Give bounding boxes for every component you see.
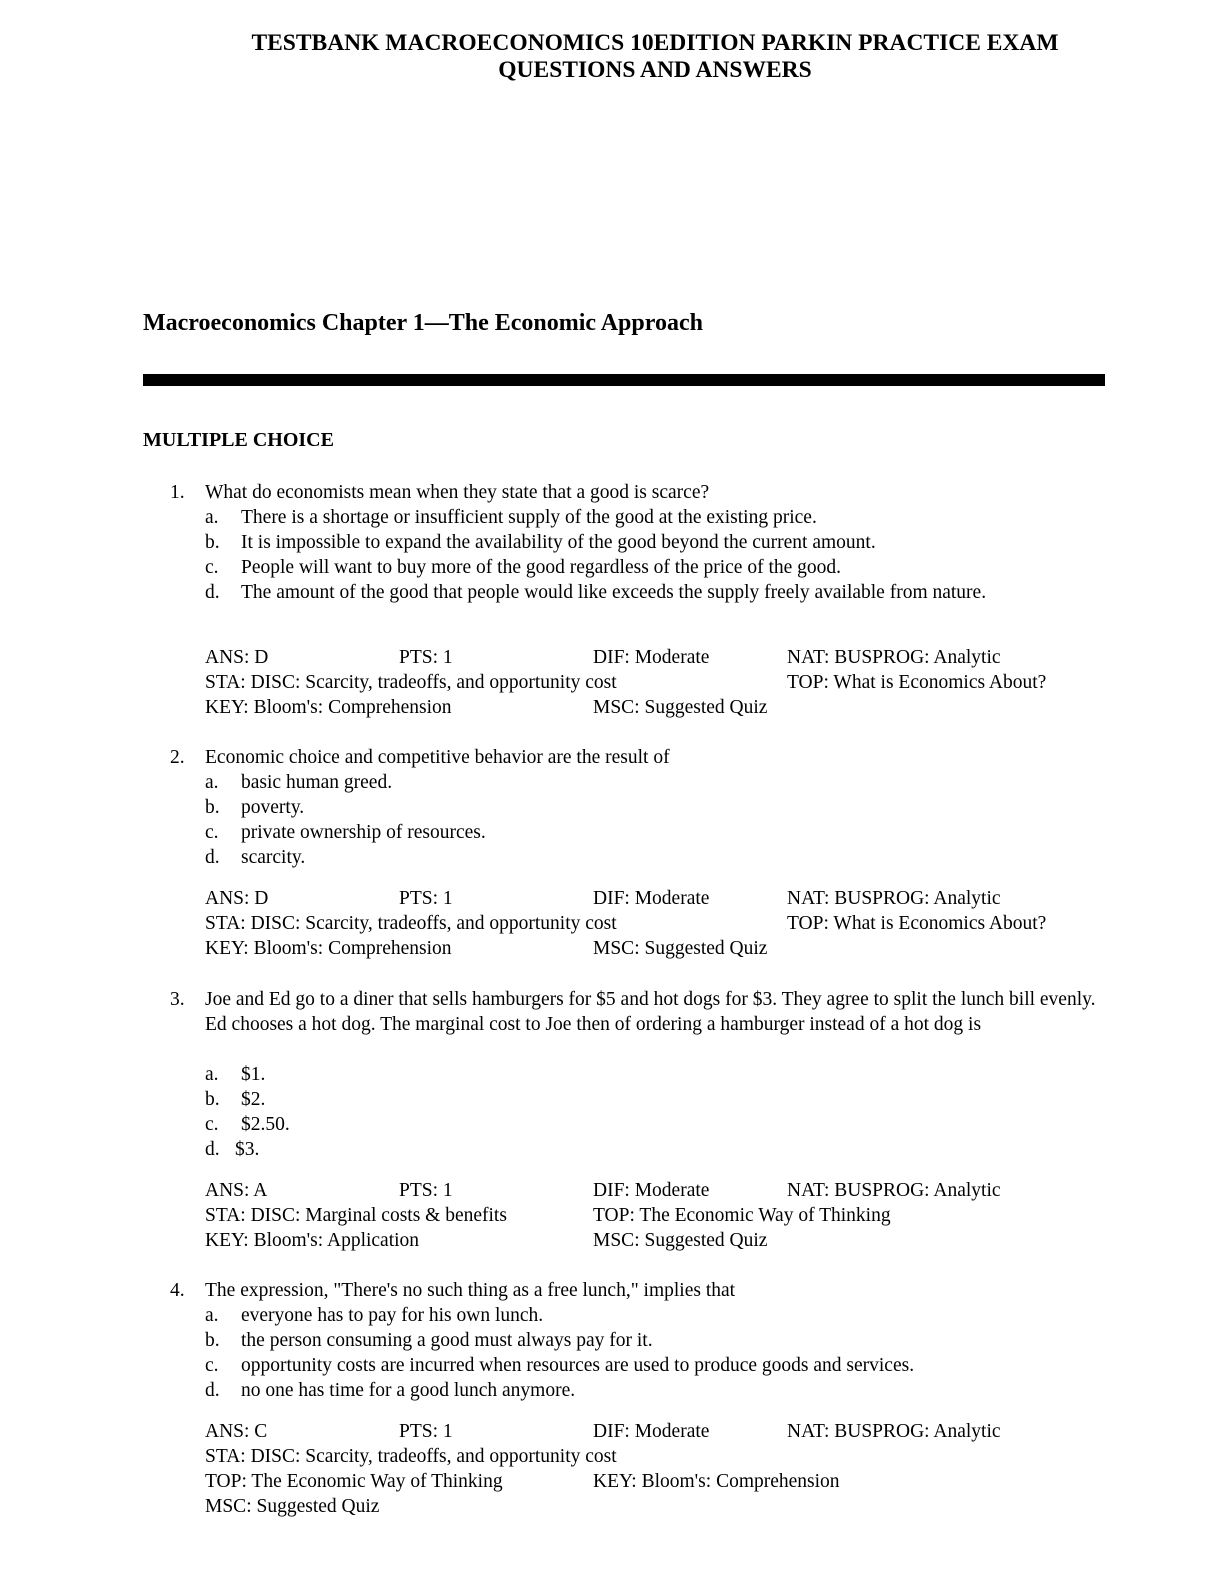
question-number: 2.: [170, 747, 185, 768]
document-header: [140, 30, 1170, 84]
state-standard: STA: DISC: Scarcity, tradeoffs, and opportunity cost: [205, 672, 617, 693]
option-d: [205, 1378, 576, 1403]
option-d: [205, 580, 987, 605]
option-c: [205, 1353, 915, 1378]
points: PTS: 1: [399, 888, 453, 909]
option-text: poverty.: [241, 797, 305, 818]
question-stem: The expression, "There's no such thing as a free lunch," implies that: [205, 1280, 736, 1301]
option-a: [205, 1303, 544, 1328]
question-number: 3.: [170, 989, 185, 1010]
option-letter: b.: [205, 1330, 220, 1351]
option-letter: d.: [205, 1139, 220, 1160]
misc: MSC: Suggested Quiz: [593, 697, 768, 718]
option-text: no one has time for a good lunch anymore.: [241, 1380, 576, 1401]
difficulty: DIF: Moderate: [593, 647, 710, 668]
points: PTS: 1: [399, 1180, 453, 1201]
option-text: private ownership of resources.: [241, 822, 486, 843]
points: PTS: 1: [399, 647, 453, 668]
option-text: everyone has to pay for his own lunch.: [241, 1305, 544, 1326]
topic: TOP: What is Economics About?: [787, 913, 1047, 934]
state-standard: STA: DISC: Marginal costs & benefits: [205, 1205, 507, 1226]
option-letter: c.: [205, 557, 219, 578]
points: PTS: 1: [399, 1421, 453, 1442]
option-letter: a.: [205, 1064, 219, 1085]
option-letter: a.: [205, 1305, 219, 1326]
option-text: There is a shortage or insufficient supply of the good at the existing price.: [241, 507, 817, 528]
misc: MSC: Suggested Quiz: [593, 1230, 768, 1251]
state-standard: STA: DISC: Scarcity, tradeoffs, and opportunity cost: [205, 1446, 617, 1467]
option-letter: b.: [205, 532, 220, 553]
question-stem: Joe and Ed go to a diner that sells hamburgers for $5 and hot dogs for $3. They agree to split the lunch bill evenly. Ed chooses a hot dog. The marginal cost to Joe then of ordering a hamburger instead of a hot dog is: [205, 989, 1096, 1035]
option-text: scarcity.: [241, 847, 306, 868]
option-text: the person consuming a good must always pay for it.: [241, 1330, 653, 1351]
option-letter: c.: [205, 1114, 219, 1135]
option-b: [205, 1087, 266, 1112]
option-letter: c.: [205, 1355, 219, 1376]
question-number: 4.: [170, 1280, 185, 1301]
option-letter: b.: [205, 797, 220, 818]
topic: TOP: What is Economics About?: [787, 672, 1047, 693]
misc: MSC: Suggested Quiz: [205, 1496, 380, 1517]
option-text: $2.50.: [241, 1114, 290, 1135]
option-text: basic human greed.: [241, 772, 393, 793]
option-a: [205, 1062, 266, 1087]
option-text: The amount of the good that people would like exceeds the supply freely available from nature.: [241, 582, 987, 603]
option-text: opportunity costs are incurred when resources are used to produce goods and services.: [241, 1355, 915, 1376]
keyword: KEY: Bloom's: Comprehension: [593, 1471, 840, 1492]
national-standard: NAT: BUSPROG: Analytic: [787, 647, 1001, 668]
state-standard: STA: DISC: Scarcity, tradeoffs, and opportunity cost: [205, 913, 617, 934]
national-standard: NAT: BUSPROG: Analytic: [787, 1180, 1001, 1201]
question-number: 1.: [170, 482, 185, 503]
topic: TOP: The Economic Way of Thinking: [593, 1205, 891, 1226]
national-standard: NAT: BUSPROG: Analytic: [787, 1421, 1001, 1442]
difficulty: DIF: Moderate: [593, 1421, 710, 1442]
option-letter: d.: [205, 582, 220, 603]
option-a: [205, 505, 817, 530]
topic: TOP: The Economic Way of Thinking: [205, 1471, 503, 1492]
misc: MSC: Suggested Quiz: [593, 938, 768, 959]
question-stem: Economic choice and competitive behavior are the result of: [205, 747, 670, 768]
difficulty: DIF: Moderate: [593, 888, 710, 909]
keyword: KEY: Bloom's: Comprehension: [205, 938, 452, 959]
option-text: $3.: [235, 1139, 260, 1160]
option-letter: d.: [205, 1380, 220, 1401]
option-b: [205, 530, 876, 555]
question-stem: What do economists mean when they state that a good is scarce?: [205, 482, 710, 503]
option-d: [205, 1137, 260, 1162]
keyword: KEY: Bloom's: Comprehension: [205, 697, 452, 718]
national-standard: NAT: BUSPROG: Analytic: [787, 888, 1001, 909]
header-line-2: QUESTIONS AND ANSWERS: [498, 57, 812, 83]
answer-key: ANS: D: [205, 647, 269, 668]
answer-key: ANS: C: [205, 1421, 268, 1442]
divider-rule: [143, 374, 1105, 386]
option-c: [205, 1112, 290, 1137]
chapter-title: Macroeconomics Chapter 1—The Economic Approach: [143, 310, 703, 336]
option-a: [205, 770, 393, 795]
option-text: $1.: [241, 1064, 266, 1085]
option-letter: a.: [205, 772, 219, 793]
option-letter: a.: [205, 507, 219, 528]
option-text: It is impossible to expand the availability of the good beyond the current amount.: [241, 532, 876, 553]
section-title: MULTIPLE CHOICE: [143, 429, 334, 451]
option-letter: b.: [205, 1089, 220, 1110]
option-b: [205, 1328, 653, 1353]
answer-key: ANS: A: [205, 1180, 268, 1201]
option-d: [205, 845, 306, 870]
option-c: [205, 820, 486, 845]
difficulty: DIF: Moderate: [593, 1180, 710, 1201]
option-b: [205, 795, 305, 820]
header-line-1: TESTBANK MACROECONOMICS 10EDITION PARKIN PRACTICE EXAM: [251, 30, 1059, 56]
option-letter: c.: [205, 822, 219, 843]
option-c: [205, 555, 842, 580]
option-letter: d.: [205, 847, 220, 868]
answer-key: ANS: D: [205, 888, 269, 909]
option-text: People will want to buy more of the good regardless of the price of the good.: [241, 557, 842, 578]
option-text: $2.: [241, 1089, 266, 1110]
keyword: KEY: Bloom's: Application: [205, 1230, 420, 1251]
